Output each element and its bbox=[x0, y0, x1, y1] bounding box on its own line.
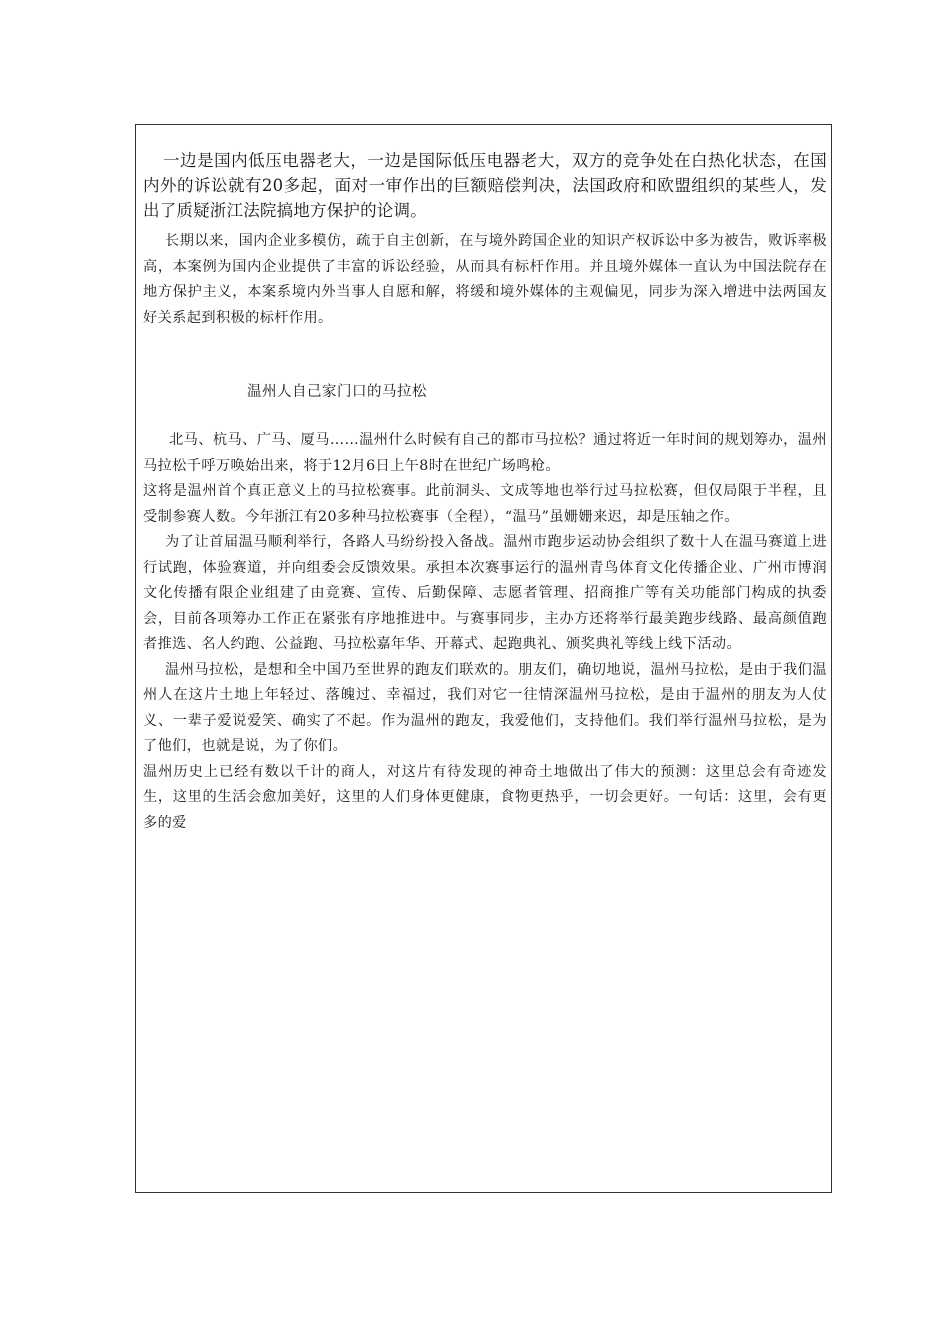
document-body bbox=[143, 148, 827, 836]
article-title: 温州人自己家门口的马拉松 bbox=[247, 384, 427, 400]
paragraph: 长期以来，国内企业多模仿，疏于自主创新，在与境外跨国企业的知识产权诉讼中多为被告，败诉率极高，本案例为国内企业提供了丰富的诉讼经验，从而具有标杆作用。并且境外媒体一直认为中国法院存在地方保护主义，本案系境内外当事人自愿和解，将缓和境外媒体的主观偏见，同步为深入增进中法两国友好关系起到积极的标杆作用。 bbox=[143, 233, 827, 326]
paragraph: 为了让首届温马顺利举行，各路人马纷纷投入备战。温州市跑步运动协会组织了数十人在温马赛道上进行试跑，体验赛道，并向组委会反馈效果。承担本次赛事运行的温州青鸟体育文化传播企业、广州市博润文化传播有限企业组建了由竞赛、宣传、后勤保障、志愿者管理、招商推广等有关功能部门构成的执委会，目前各项筹办工作正在紧张有序地推进中。与赛事同步，主办方还将举行最美跑步线路、最高颜值跑者推选、名人约跑、公益跑、马拉松嘉年华、开幕式、起跑典礼、颁奖典礼等线上线下活动。 bbox=[143, 534, 827, 652]
paragraph: 温州历史上已经有数以千计的商人，对这片有待发现的神奇土地做出了伟大的预测：这里总会有奇迹发生，这里的生活会愈加美好，这里的人们身体更健康，食物更热乎，一切会更好。一句话：这里，会有更多的爱 bbox=[143, 763, 827, 831]
paragraph: 这将是温州首个真正意义上的马拉松赛事。此前洞头、文成等地也举行过马拉松赛，但仅局限于半程，且受制参赛人数。今年浙江有20多种马拉松赛事（全程），“温马”虽姗姗来迟，却是压轴之作。 bbox=[143, 483, 827, 525]
paragraph: 温州马拉松，是想和全中国乃至世界的跑友们联欢的。朋友们，确切地说，温州马拉松，是由于我们温州人在这片土地上年轻过、落魄过、幸福过，我们对它一往情深温州马拉松，是由于温州的朋友为人仗义、一辈子爱说爱笑、确实了不起。作为温州的跑友，我爱他们，支持他们。我们举行温州马拉松，是为了他们，也就是说，为了你们。 bbox=[143, 661, 827, 754]
paragraph: 北马、杭马、广马、厦马……温州什么时候有自己的都市马拉松？通过将近一年时间的规划筹办，温州马拉松千呼万唤始出来，将于12月6日上午8时在世纪广场鸣枪。 bbox=[143, 432, 827, 474]
paragraph: 一边是国内低压电器老大，一边是国际低压电器老大，双方的竞争处在白热化状态，在国内外的诉讼就有20多起，面对一审作出的巨额赔偿判决，法国政府和欧盟组织的某些人，发出了质疑浙江法院搞地方保护的论调。 bbox=[143, 151, 827, 220]
